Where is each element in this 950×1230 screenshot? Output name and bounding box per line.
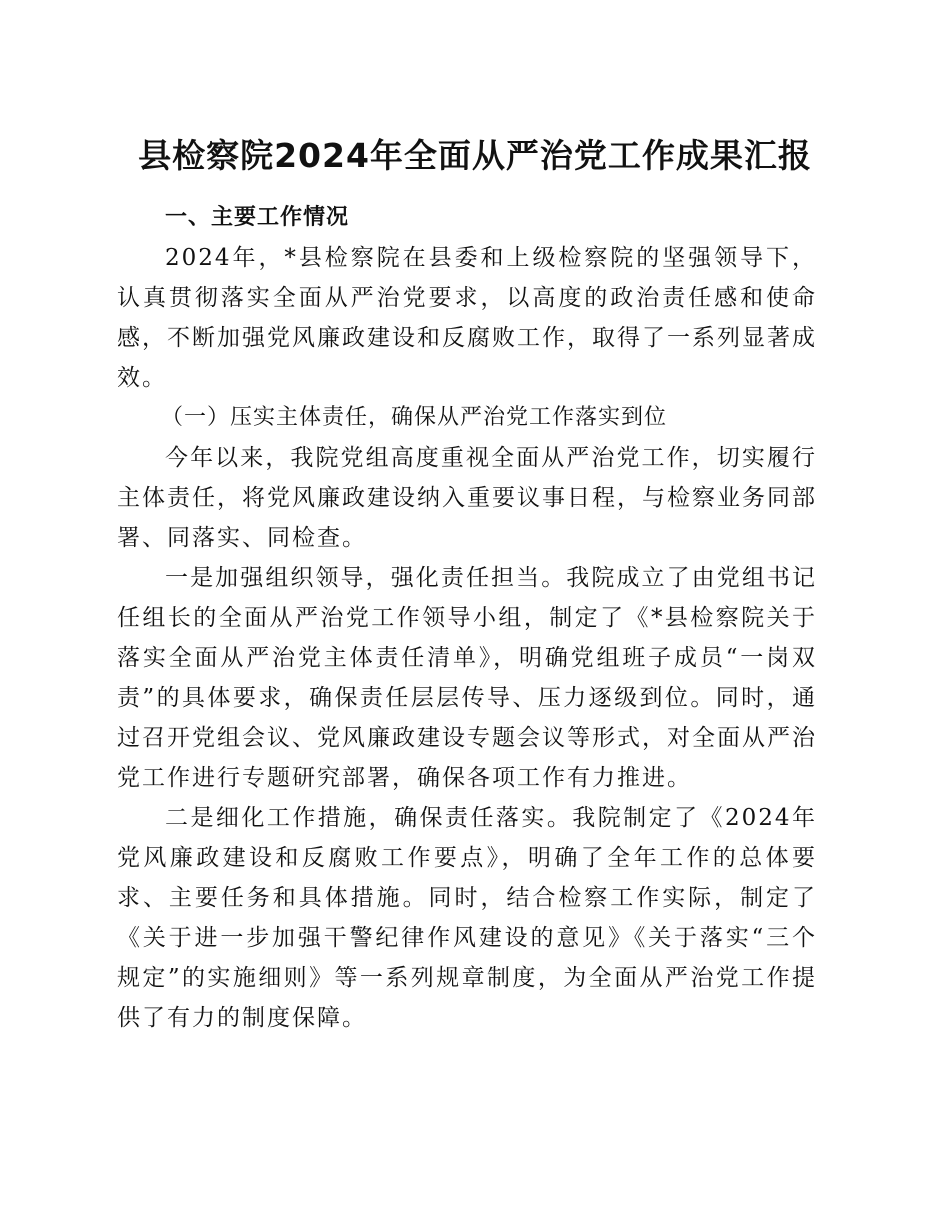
body-paragraph: 二是细化工作措施，确保责任落实。我院制定了《2024年党风廉政建设和反腐败工作要点》，明确了全年工作的总体要求、主要任务和具体措施。同时，结合检察工作实际，制定了《关于进一步加强干警纪律作风建设的意见》《关于落实“三个规定”的实施细则》等一系列规章制度，为全面从严治党工作提供了有力的制度保障。 (117, 805, 817, 1031)
body-paragraph: 今年以来，我院党组高度重视全面从严治党工作，切实履行主体责任，将党风廉政建设纳入重要议事日程，与检察业务同部署、同落实、同检查。 (117, 445, 817, 551)
document-title: 县检察院2024年全面从严治党工作成果汇报 (138, 136, 812, 175)
section-heading-main-work: 一、主要工作情况 (165, 205, 350, 230)
subsection-heading-responsibility: （一）压实主体责任，确保从严治党工作落实到位 (161, 405, 668, 430)
document-body (117, 198, 817, 1038)
intro-paragraph: 2024年，*县检察院在县委和上级检察院的坚强领导下，认真贯彻落实全面从严治党要求，以高度的政治责任感和使命感，不断加强党风廉政建设和反腐败工作，取得了一系列显著成效。 (117, 245, 817, 391)
body-paragraph: 一是加强组织领导，强化责任担当。我院成立了由党组书记任组长的全面从严治党工作领导小组，制定了《*县检察院关于落实全面从严治党主体责任清单》，明确党组班子成员“一岗双责”的具体要求，确保责任层层传导、压力逐级到位。同时，通过召开党组会议、党风廉政建设专题会议等形式，对全面从严治党工作进行专题研究部署，确保各项工作有力推进。 (117, 565, 817, 791)
